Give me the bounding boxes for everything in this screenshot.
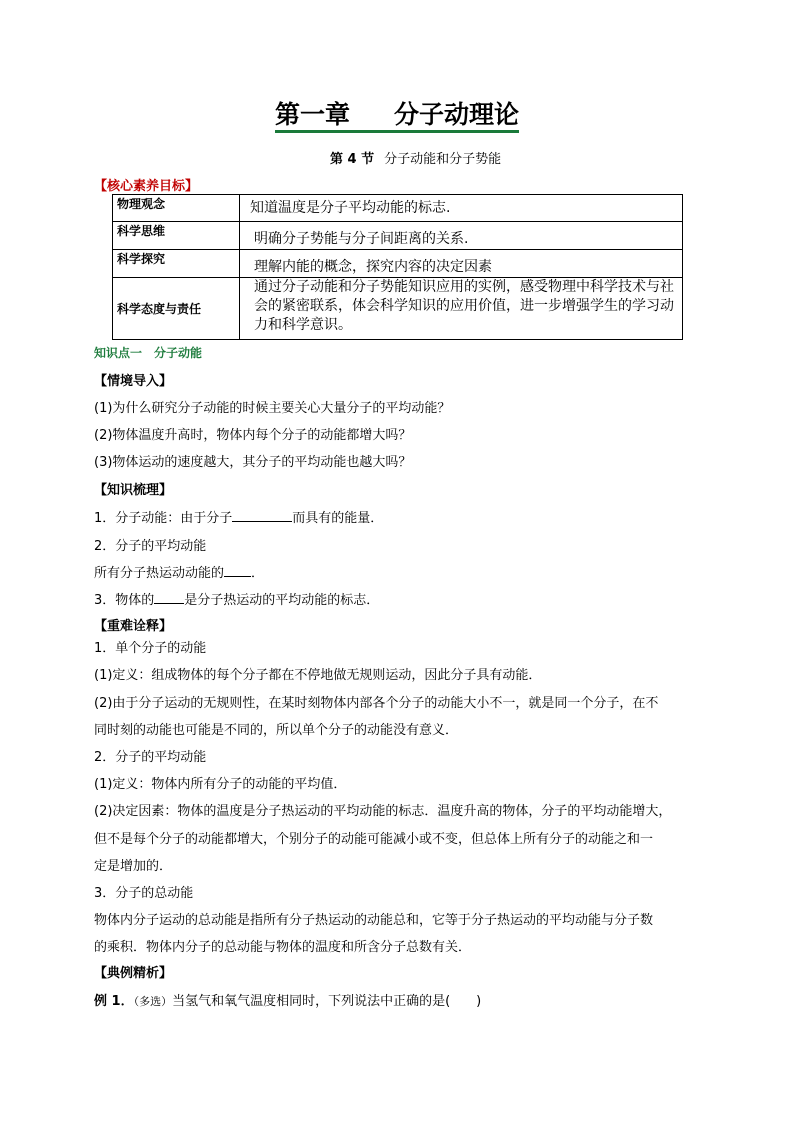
intro-question-2: (2)物体温度升高时，物体内每个分子的动能都增大吗？ — [94, 428, 412, 443]
goal-key: 科学思维 — [113, 222, 240, 250]
analysis-paragraph: (2)由于分子运动的无规则性，在某时刻物体内部各个分子的动能大小不一，就是同一个分子，在不 — [94, 696, 659, 711]
knowledge-point-title: 知识点一 分子动能 — [94, 346, 203, 360]
goal-value: 通过分子动能和分子势能知识应用的实例，感受物理中科学技术与社会的紧密联系，体会科学知识的应用价值，进一步增强学生的学习动力和科学意识。 — [240, 278, 683, 340]
chapter-name: 分子动理论 — [394, 100, 520, 129]
intro-question-1: (1)为什么研究分子动能的时候主要关心大量分子的平均动能？ — [94, 401, 451, 416]
review-item-1-start: 1．分子动能：由于分子 — [94, 511, 233, 526]
review-item-1-end: 而具有的能量． — [292, 511, 384, 526]
analysis-label: 【重难诠释】 — [94, 619, 173, 634]
review-item-3 — [94, 589, 379, 608]
review-item-1 — [94, 507, 383, 526]
chapter-title — [0, 95, 794, 131]
analysis-paragraph: (1)定义：物体内所有分子的动能的平均值． — [94, 777, 347, 792]
analysis-heading-1: 1．单个分子的动能 — [94, 641, 207, 656]
goal-key: 科学态度与责任 — [113, 278, 240, 340]
example-1 — [94, 990, 481, 1009]
analysis-paragraph: 同时刻的动能也可能是不同的，所以单个分子的动能没有意义． — [94, 723, 459, 738]
intro-question-3: (3)物体运动的速度越大，其分子的平均动能也越大吗？ — [94, 455, 412, 470]
analysis-paragraph: (1)定义：组成物体的每个分子都在不停地做无规则运动，因此分子具有动能． — [94, 668, 542, 683]
analysis-paragraph: (2)决定因素：物体的温度是分子热运动的平均动能的标志．温度升高的物体，分子的平均动能增大， — [94, 804, 672, 819]
analysis-paragraph: 物体内分子运动的总动能是指所有分子热运动的动能总和，它等于分子热运动的平均动能与分子数 — [94, 913, 654, 928]
goal-value: 知道温度是分子平均动能的标志. — [240, 195, 683, 222]
review-item-3-end: 是分子热运动的平均动能的标志． — [184, 593, 380, 608]
analysis-heading-3: 3．分子的总动能 — [94, 886, 194, 901]
review-item-2: 2．分子的平均动能 — [94, 539, 207, 554]
goals-table — [112, 194, 683, 340]
example-number: 例 1． — [94, 994, 134, 1009]
analysis-heading-2: 2．分子的平均动能 — [94, 750, 207, 765]
goal-key: 科学探究 — [113, 250, 240, 278]
section-name: 分子动能和分子势能 — [384, 152, 502, 167]
table-row — [113, 195, 683, 222]
section-title — [330, 148, 501, 167]
fill-blank[interactable] — [224, 564, 251, 577]
example-question: 当氢气和氧气温度相同时，下列说法中正确的是( ) — [172, 994, 482, 1009]
analysis-paragraph: 定是增加的． — [94, 859, 173, 874]
goal-key: 物理观念 — [113, 195, 240, 222]
analysis-paragraph: 的乘积．物体内分子的总动能与物体的温度和所含分子总数有关． — [94, 940, 472, 955]
review-item-3-start: 3．物体的 — [94, 593, 155, 608]
fill-blank[interactable] — [232, 509, 292, 522]
review-item-2-end: ． — [251, 566, 265, 581]
analysis-paragraph: 但不是每个分子的动能都增大，个别分子的动能可能减小或不变，但总体上所有分子的动能之和一 — [94, 832, 654, 847]
core-goals-label: 【核心素养目标】 — [94, 179, 199, 194]
table-row — [113, 250, 683, 278]
intro-label: 【情境导入】 — [94, 374, 173, 389]
fill-blank[interactable] — [154, 591, 184, 604]
chapter-number: 第一章 — [274, 100, 350, 129]
table-row — [113, 278, 683, 340]
examples-label: 【典例精析】 — [94, 966, 173, 981]
example-tag: （多选） — [133, 995, 173, 1008]
table-row — [113, 222, 683, 250]
review-item-2-start: 所有分子热运动动能的 — [94, 566, 225, 581]
section-number: 第 4 节 — [330, 152, 375, 167]
goal-value: 理解内能的概念，探究内容的决定因素 — [240, 250, 683, 278]
review-item-2-detail — [94, 562, 264, 581]
goal-value: 明确分子势能与分子间距离的关系. — [240, 222, 683, 250]
review-label: 【知识梳理】 — [94, 483, 173, 498]
